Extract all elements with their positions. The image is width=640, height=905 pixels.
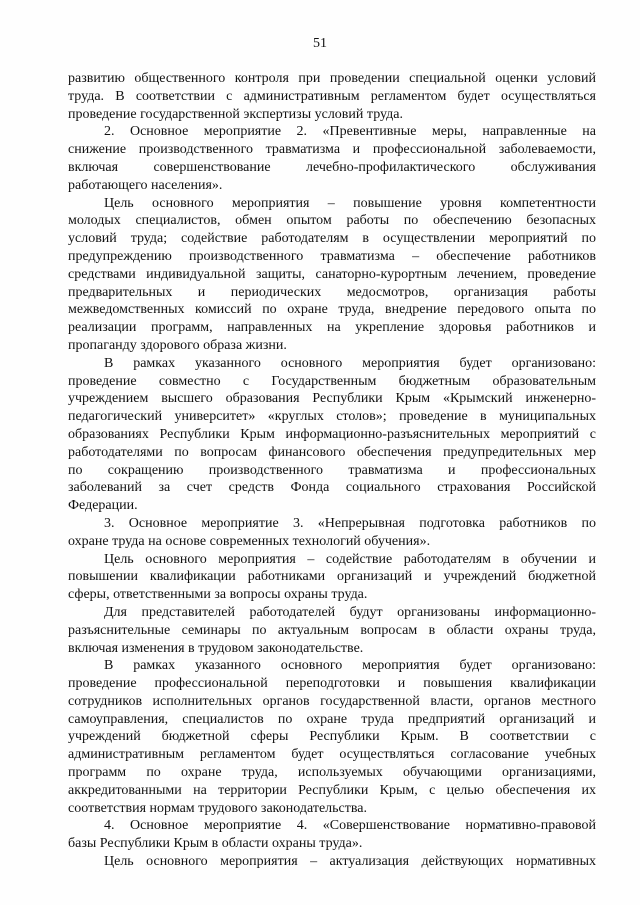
text-line: разъяснительные семинары по актуальным вопросам в области охраны труда,: [68, 622, 596, 638]
text-line: заболеваний за счет средств Фонда социального страхования Российской: [68, 480, 596, 496]
text-line: Цель основного мероприятия – содействие работодателям в обучении и: [104, 551, 596, 567]
text-line: развитию общественного контроля при проведении специальной оценки условий: [68, 71, 596, 86]
text-line: образованиях Республики Крым информационно-разъяснительных мероприятий с: [68, 426, 596, 442]
text-line: сотрудников исполнительных органов государственной власти, органов местного: [68, 693, 596, 709]
text-line: аккредитованными на территории Республики Крым, с целью обеспечения их: [68, 782, 596, 798]
text-line: административным регламентом будет осуществляться согласование учебных: [68, 747, 596, 763]
text-line: учреждений бюджетной сферы Республики Крым. В соответствии с: [68, 729, 596, 745]
text-line: работодателями по вопросам финансового обеспечения предупредительных мер: [68, 444, 596, 460]
text-line: условий труда; содействие работодателям в осуществлении мероприятий по: [68, 231, 596, 247]
text-line: реализации программ, направленных на укрепление здоровья работников и: [68, 320, 596, 336]
text-line: 3. Основное мероприятие 3. «Непрерывная подготовка работников по: [104, 515, 596, 531]
text-line: молодых специалистов, обмен опытом работы по обеспечению безопасных: [68, 213, 596, 229]
text-line: труда. В соответствии с административным регламентом будет осуществляться: [68, 88, 596, 104]
text-line: пропаганду здорового образа жизни.: [68, 337, 287, 353]
text-line: проведение государственной экспертизы условий труда.: [68, 106, 403, 122]
text-line: Федерации.: [68, 498, 138, 514]
text-line: проведение профессиональной переподготовки и повышения квалификации: [68, 676, 596, 692]
text-line: Цель основного мероприятия – повышение уровня компетентности: [104, 195, 596, 211]
text-line: сферы, ответственными за вопросы охраны труда.: [68, 587, 368, 603]
text-line: снижение производственного травматизма и профессиональной заболеваемости,: [68, 142, 596, 158]
text-line: учреждением высшего образования Республики Крым «Крымский инженерно-: [68, 391, 596, 407]
text-line: В рамках указанного основного мероприятия будет организовано:: [104, 355, 596, 371]
text-line: повышении квалификации работниками организаций и учреждений бюджетной: [68, 569, 596, 585]
text-line: педагогический университет» «круглых столов»; проведение в муниципальных: [68, 409, 596, 425]
text-line: предварительных и периодических медосмотров, организация работы: [68, 284, 596, 300]
text-line: проведение совместно с Государственным бюджетным образовательным: [68, 373, 596, 389]
text-line: В рамках указанного основного мероприятия будет организовано:: [104, 658, 596, 674]
document-body: [68, 70, 596, 871]
text-line: охране труда на основе современных технологий обучения».: [68, 533, 431, 549]
text-line: предупреждению производственного травматизма – обеспечение работников: [68, 248, 596, 264]
text-line: межведомственных комиссий по охране труда, внедрение передового опыта по: [68, 302, 596, 318]
text-line: включая изменения в трудовом законодательстве.: [68, 640, 364, 656]
text-line: Для представителей работодателей будут организованы информационно-: [104, 604, 596, 620]
text-line: средствами индивидуальной защиты, санаторно-курортным лечением, проведение: [68, 266, 596, 282]
text-line: 2. Основное мероприятие 2. «Превентивные меры, направленные на: [104, 124, 596, 140]
text-line: работающего населения».: [68, 177, 223, 193]
page-number: 51: [313, 36, 327, 51]
text-line: самоуправления, специалистов по охране труда предприятий организаций и: [68, 711, 596, 727]
text-line: соответствия нормам трудового законодательства.: [68, 800, 367, 816]
text-line: включая совершенствование лечебно-профилактического обслуживания: [68, 159, 596, 175]
text-line: по сокращению производственного травматизма и профессиональных: [68, 462, 596, 478]
text-line: Цель основного мероприятия – актуализация действующих нормативных: [104, 854, 596, 870]
text-line: базы Республики Крым в области охраны труда».: [68, 836, 363, 852]
text-line: программ по охране труда, используемых обучающими организациями,: [68, 765, 596, 781]
text-line: 4. Основное мероприятие 4. «Совершенствование нормативно-правовой: [104, 818, 596, 834]
